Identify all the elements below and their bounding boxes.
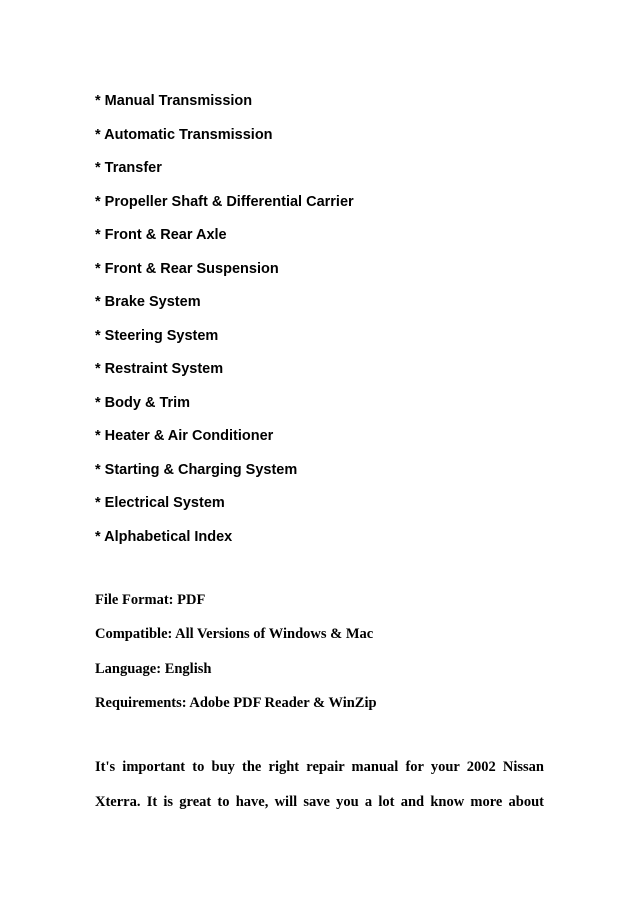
list-item: * Steering System <box>95 327 219 344</box>
list-item: * Transfer <box>95 160 162 176</box>
list-item: * Automatic Transmission <box>95 126 273 143</box>
list-item: * Heater & Air Conditioner <box>95 428 274 444</box>
intro-line-1: It's important to buy the right repair manual for your 2002 Nissan <box>95 759 544 775</box>
requirements-text: Requirements: Adobe PDF Reader & WinZip <box>95 694 377 711</box>
list-item: * Manual Transmission <box>95 93 253 109</box>
list-item: * Restraint System <box>95 361 224 377</box>
intro-paragraph <box>95 750 544 820</box>
list-item: * Electrical System <box>95 495 225 511</box>
list-item: * Alphabetical Index <box>95 528 233 545</box>
file-format-text: File Format: PDF <box>95 592 206 608</box>
list-item: * Propeller Shaft & Differential Carrier <box>95 193 354 210</box>
compatibility-text: Compatible: All Versions of Windows & Mac <box>95 626 374 643</box>
list-item: * Starting & Charging System <box>95 461 298 478</box>
intro-line-2: Xterra. It is great to have, will save you a lot and know more about <box>95 794 544 810</box>
list-item: * Front & Rear Axle <box>95 227 227 243</box>
list-item: * Brake System <box>95 294 201 310</box>
language-text: Language: English <box>95 660 212 677</box>
list-item: * Body & Trim <box>95 394 191 411</box>
list-item: * Front & Rear Suspension <box>95 260 279 277</box>
file-info-block <box>95 583 377 720</box>
manual-contents-list <box>95 85 354 554</box>
